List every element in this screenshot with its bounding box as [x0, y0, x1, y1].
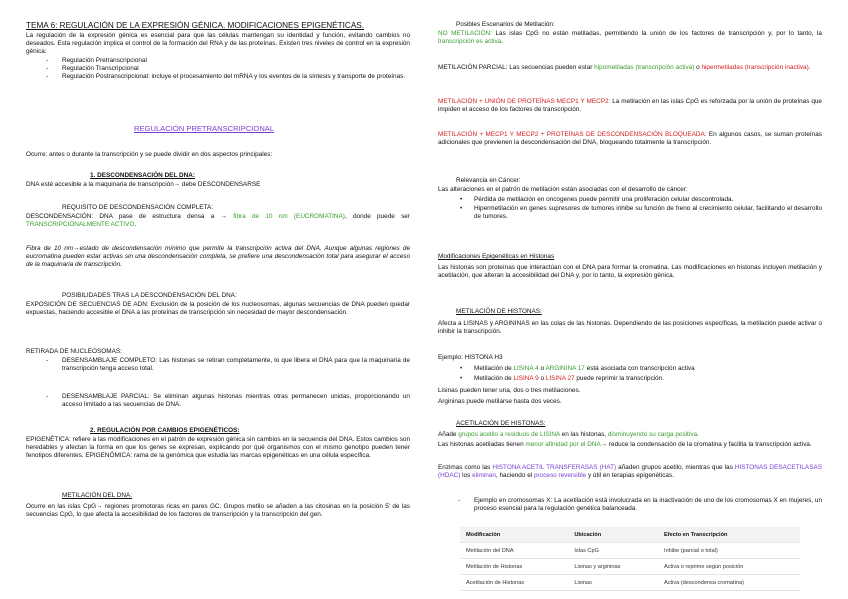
subheading-posibilidades: POSIBILIDADES TRAS LA DESCONDENSACIÓN DEL DNA:: [62, 292, 237, 299]
paragraph: Las histonas son proteínas que interactúan con el DNA para formar la cromatina. Las modificaciones en histonas incluyen metilación y acetilación, que alteran la accesibilidad del DNA y, por lo tanto, la expresión génica.: [438, 264, 822, 280]
table-cell: Lisinas: [568, 575, 658, 591]
paragraph: Argininas puede metilarse hasta dos veces.: [438, 398, 562, 405]
table-header-row: [460, 527, 800, 543]
table-header-cell: Modificación: [460, 527, 568, 543]
list-item: • Metilación de LISINA 9 o LISINA 27 puede reprimir la transcripción.: [474, 375, 664, 383]
table-cell: Islas CpG: [568, 543, 658, 559]
paragraph: EPIGENÉTICA: refiere a las modificaciones en el patrón de expresión génica sin cambios en la secuencia del DNA. Estos cambios son heredables y afectan la forma en que los genes se expresan, explicando por qué organismos con el mismo genotipo pueden tener fenotipos diferentes. EPIGENÓMICA: rama de la genómica que estudia las marcas epigenéticas en una célula específica.: [26, 436, 410, 460]
table-cell: Lisinas y argininas: [568, 559, 658, 575]
italic-note: Fibra de 10 nm→estado de descondensación mínimo que permite la transcripción activa del DNA. Aunque algunas regiones de eucromatina pueden estar activas sin una descondensación completa, se prefiere una descondensación total para asegurar el acceso de la maquinaria de transcripción.: [26, 245, 410, 269]
paragraph: EXPOSICIÓN DE SECUENCIAS DE ADN: Exclusión de la posición de los nucleosomas, algunas secuencias de DNA pueden quedar expuestas, haciendo accesible el DNA a las proteínas de transcripción sin necesidad de mayor descondensación.: [26, 301, 410, 317]
subheading-epigeneticos: 2. REGULACIÓN POR CAMBIOS EPIGENÉTICOS:: [90, 427, 240, 434]
level-item: - Regulación Transcripcional: [62, 65, 139, 73]
requisito-paragraph: DESCONDENSACIÓN: DNA pase de estructura densa a → fibra de 10 nm (EUCROMATINA), donde puede ser TRANSCRIPCIONALMENTE ACTIVO.: [26, 213, 410, 229]
paragraph: Ocurre en las islas CpG→ regiones promotoras ricas en pares GC. Grupos metilo se añaden a las citosinas en la posición 5' de las secuencias CpG, lo que afecta la accesibilidad de los factores de transcripción y la transcripción del gen.: [26, 503, 410, 519]
list-item: - DESENSAMBLAJE COMPLETO: Las histonas se retiran completamente, lo que libera el DNA para que la maquinaria de transcripción tenga acceso total.: [62, 357, 410, 373]
paragraph: Lisinas pueden tener una, dos o tres metilaciones.: [438, 387, 581, 394]
subheading-escenarios: Posibles Escenarios de Metilación:: [456, 21, 555, 28]
subheading-descondensacion: 1. DESCONDENSACIÓN DEL DNA:: [90, 172, 195, 179]
list-item: • Metilación de LISINA 4 o ARGININA 17 está asociada con transcripción activa: [474, 365, 695, 373]
paragraph: METILACIÓN + UNIÓN DE PROTEÍNAS MECP1 Y MECP2: La metilación en las islas CpG es reforzada por la unión de proteínas que impiden el acceso de los factores de transcripción.: [438, 98, 822, 114]
list-item: - Ejemplo en cromosomas X: La acetilación está involucrada en la inactivación de uno de los cromosomas X en mujeres, un proceso esencial para la regulación genética balanceada.: [474, 497, 822, 513]
paragraph: NO METILACIÓN: Las islas CpG no están metiladas, permitiendo la unión de los factores de transcripción y, por lo tanto, la transcripción es activa.: [438, 30, 822, 46]
paragraph: Añade grupos acetilo a residuos de LISINA en las histonas, disminuyendo su carga positiva.: [438, 431, 699, 438]
paragraph: Las alteraciones en el patrón de metilación están asociadas con el desarrollo de cáncer:: [438, 186, 688, 193]
paragraph: Enzimas como las HISTONA ACETIL TRANSFERASAS (HAT) añaden grupos acetilo, mientras que las HISTONAS DESACETILASAS (HDAC) los eliminan, haciendo el proceso reversible y útil en terapias epigenéticas.: [438, 464, 822, 480]
table-cell: Metilación del DNA: [460, 543, 568, 559]
section-heading: REGULACIÓN PRETRANSCRIPCIONAL: [134, 124, 275, 133]
subheading-requisito: REQUISITO DE DESCONDENSACIÓN COMPLETA:: [62, 204, 214, 211]
table-row: [460, 575, 800, 591]
subheading-acetilacion: ACETILACIÓN DE HISTONAS:: [456, 420, 546, 427]
subheading-cancer: Relevancia en Cáncer:: [456, 177, 521, 184]
table-cell: Activa o reprime según posición: [658, 559, 800, 575]
summary-table: [460, 527, 800, 591]
level-item: - Regulación Postranscripcional: incluye el procesamiento del mRNA y los eventos de la síntesis y transporte de proteínas.: [62, 73, 410, 81]
list-item: - DESENSAMBLAJE PARCIAL: Se eliminan algunas histonas mientras otras permanecen unidas, proporcionando un acceso limitado a las secuencias de DNA.: [62, 393, 410, 409]
level-item: - Regulación Pretranscripcional: [62, 57, 147, 65]
table-row: [460, 559, 800, 575]
document-title: TEMA 6: REGULACIÓN DE LA EXPRESIÓN GÉNICA. MODIFICACIONES EPIGENÉTICAS.: [26, 21, 365, 30]
paragraph: DNA esté accesible a la maquinaria de transcripción→ debe DESCONDENSARSE: [26, 181, 261, 188]
paragraph: Afecta a LISINAS y ARGININAS en las colas de las histonas. Dependiendo de las posiciones específicas, la metilación puede activar o inhibir la transcripción.: [438, 320, 822, 336]
table-cell: Acetilación de Histonas: [460, 575, 568, 591]
table-row: [460, 543, 800, 559]
intro-paragraph: La regulación de la expresión génica es esencial para que las células mantengan su identidad y función, evitando cambios no deseados. Esta regulación implica el control de la formación del RNA y de las proteínas. Existen tres niveles de control en la expresión génica:: [26, 32, 410, 56]
table-header-cell: Ubicación: [568, 527, 658, 543]
subheading-metilacion-histonas: METILACIÓN DE HISTONAS:: [456, 308, 542, 315]
paragraph: METILACIÓN PARCIAL: Las secuencias pueden estar hipometiladas (transcripción activa) o hipermetiladas (transcripción inactiva).: [438, 64, 811, 71]
table-cell: Inhibe (parcial o total): [658, 543, 800, 559]
subheading-ejemplo: Ejemplo: HISTONA H3: [438, 354, 503, 361]
table-cell: Activa (descondensa cromatina): [658, 575, 800, 591]
table-header-cell: Efecto en Transcripción: [658, 527, 800, 543]
list-item: • Hipermetilación en genes supresores de tumores inhibe su función de freno al crecimiento celular, facilitando el desarrollo de tumores.: [474, 205, 822, 221]
occurs-text: Ocurre: antes o durante la transcripción y se puede dividir en dos aspectos principales:: [26, 151, 273, 158]
list-item: • Pérdida de metilación en oncogenes puede permitir una proliferación celular descontrolada.: [474, 196, 822, 204]
paragraph: METILACIÓN + MECP1 Y MECP2 + PROTEÍNAS DE DESCONDENSACIÓN BLOQUEADA: En algunos casos, se suman proteínas adicionales que previenen la descondensación del DNA, bloqueando totalmente la transcripción.: [438, 131, 822, 147]
subheading-metilacion: METILACIÓN DEL DNA:: [62, 492, 133, 499]
subheading-histonas: Modificaciones Epigenéticas en Histonas: [438, 253, 555, 260]
subheading-retirada: RETIRADA DE NUCLEOSOMAS:: [26, 348, 122, 355]
table-cell: Metilación de Histonas: [460, 559, 568, 575]
paragraph: Las histonas acetiladas tienen menor afinidad por el DNA→ reduce la condensación de la cromatina y facilita la transcripción activa.: [438, 441, 812, 448]
